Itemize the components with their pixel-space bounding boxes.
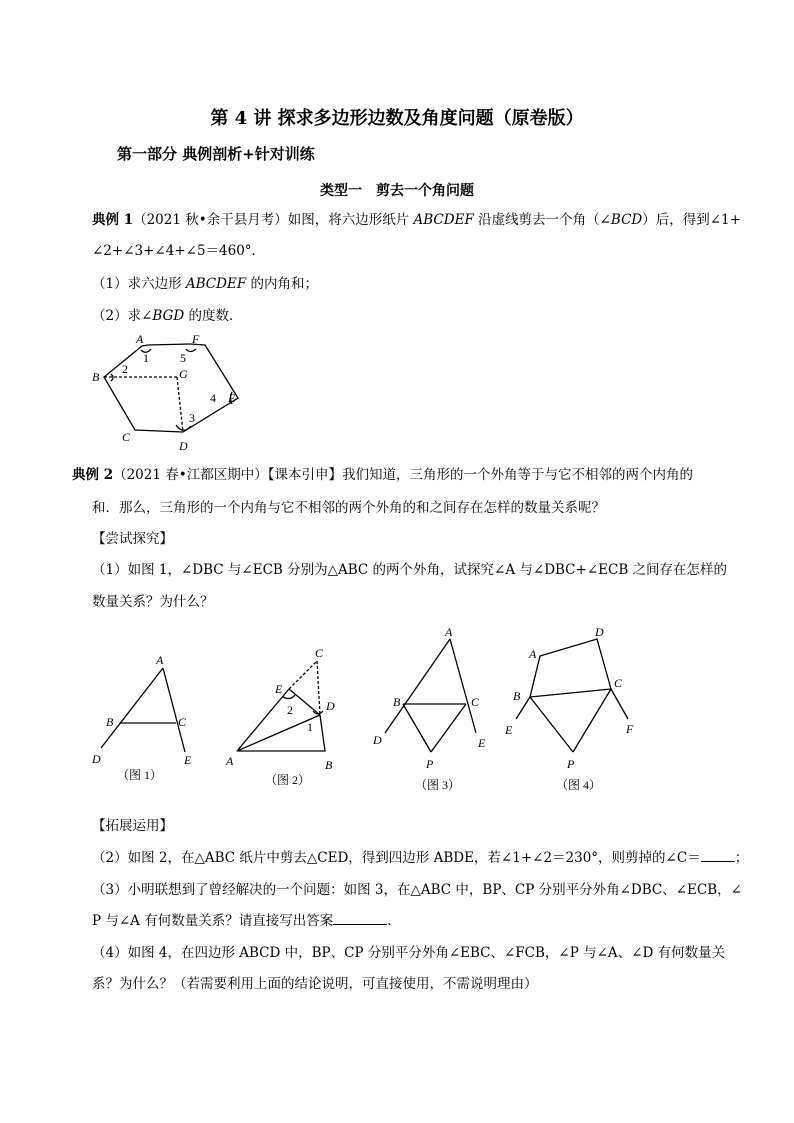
fig4-label-D: D [595, 625, 604, 639]
fig2-label-D: D [326, 699, 335, 713]
fig4-label-F: F [626, 722, 634, 736]
fig1-label-C: C [178, 715, 187, 729]
hex-label-B: B [92, 370, 100, 384]
fig3-label-E: E [478, 736, 486, 750]
ex2-label: 典例 2 [72, 467, 114, 483]
hex-label-F: F [192, 332, 200, 346]
angle-arc [186, 349, 196, 352]
hex-angle-1: 1 [143, 351, 149, 365]
type1-heading: 类型一 剪去一个角问题 [320, 183, 474, 199]
hex-angle-4: 4 [210, 391, 216, 405]
fig4-label-P: P [567, 757, 575, 771]
ex2-question-4-line2: 系？为什么？（若需要利用上面的结论说明，可直接使用，不需说明理由） [92, 976, 538, 992]
ex2-source: （2021 春•江都区期中）【课本引申】 [113, 467, 342, 483]
fig2-angle-1: 1 [307, 720, 313, 734]
hex-angle-3: 3 [189, 411, 195, 425]
part-heading: 第一部分 典例剖析+针对训练 [117, 145, 315, 163]
fig4-label-C: C [614, 676, 623, 690]
angle-arc [176, 425, 191, 430]
try-heading: 【尝试探究】 [92, 531, 173, 547]
fig3-label-P: P [426, 757, 434, 771]
fig1-label-E: E [184, 753, 192, 767]
fig4-label-B: B [513, 689, 521, 703]
ex1-line2: ∠2+∠3+∠4+∠5＝460°． [92, 243, 266, 259]
ex1-question-1: （1）求六边形 ABCDEF 的内角和； [92, 276, 318, 292]
hex-label-G: G [179, 367, 188, 381]
fig2-label-A: A [226, 754, 234, 768]
ex1-question-2: （2）求∠BGD 的度数． [92, 308, 243, 324]
ex2-question-2: （2）如图 2，在△ABC 纸片中剪去△CED，得到四边形 ABDE，若∠1+∠2＝230°，则剪掉的∠C＝ ； [92, 850, 749, 866]
ex2-question-1-line1: （1）如图 1，∠DBC 与∠ECB 分别为△ABC 的两个外角，试探究∠A 与∠DBC+∠ECB 之间存在怎样的 [92, 562, 728, 578]
ext-heading: 【拓展运用】 [92, 818, 173, 834]
fig2-label-B: B [325, 758, 333, 772]
fig2-label-C: C [315, 646, 324, 660]
figure-2 [237, 661, 325, 751]
page-title: 第 4 讲 探求多边形边数及角度问题（原卷版） [210, 108, 584, 129]
ex2-question-3-line2: P 与∠A 有何数量关系？请直接写出答案 ． [92, 913, 401, 929]
fig1-label-B: B [106, 715, 114, 729]
ex2-line1: 典例 2（2021 春•江都区期中）【课本引申】我们知道，三角形的一个外角等于与它不相邻的两个内角的 [72, 467, 693, 483]
ex2-question-4-line1: （4）如图 4，在四边形 ABCD 中，BP、CP 分别平分外角∠EBC、∠FCB，∠P 与∠A、∠D 有何数量关 [92, 945, 726, 961]
figure-1 [101, 668, 185, 752]
fig2-label-E: E [275, 682, 283, 696]
fig1-caption: （图 1） [117, 768, 163, 782]
fig3-label-C: C [471, 695, 480, 709]
angle-arc [283, 695, 295, 699]
hex-label-A: A [136, 332, 144, 346]
ex1-source: （2021 秋•余干县月考） [133, 212, 288, 228]
fig3-label-A: A [445, 625, 453, 639]
ex2-question-1-line2: 数量关系？为什么？ [92, 594, 214, 610]
hex-angle-2: 2 [122, 362, 128, 376]
hex-label-E: E [228, 391, 236, 405]
fig2-angle-2: 2 [287, 703, 293, 717]
fig3-caption: （图 3） [415, 778, 461, 792]
ex1-label: 典例 1 [92, 212, 134, 228]
fig1-label-A: A [156, 653, 164, 667]
ex2-line2: 和．那么，三角形的一个内角与它不相邻的两个外角的和之间存在怎样的数量关系呢？ [92, 500, 605, 516]
fig4-label-A: A [529, 647, 537, 661]
hexagon-name: ABCDEF [413, 212, 474, 228]
hex-angle-5: 5 [180, 351, 186, 365]
ex2-question-3-line1: （3）小明联想到了曾经解决的一个问题：如图 3，在△ABC 中，BP、CP 分别平分外角∠DBC、∠ECB，∠ [92, 882, 742, 898]
hex-label-D: D [179, 439, 188, 453]
fig3-label-D: D [373, 733, 382, 747]
fig3-label-B: B [393, 695, 401, 709]
fig2-caption: （图 2） [265, 773, 311, 787]
hex-label-C: C [122, 430, 131, 444]
fig1-label-D: D [92, 752, 101, 766]
fig4-caption: （图 4） [556, 778, 602, 792]
ex1-line1: 典例 1（2021 秋•余干县月考）如图，将六边形纸片 ABCDEF 沿虚线剪去一个角（∠BCD）后，得到∠1+ [92, 212, 741, 228]
hexagon-figure [104, 344, 238, 432]
fig4-label-E: E [505, 723, 513, 737]
